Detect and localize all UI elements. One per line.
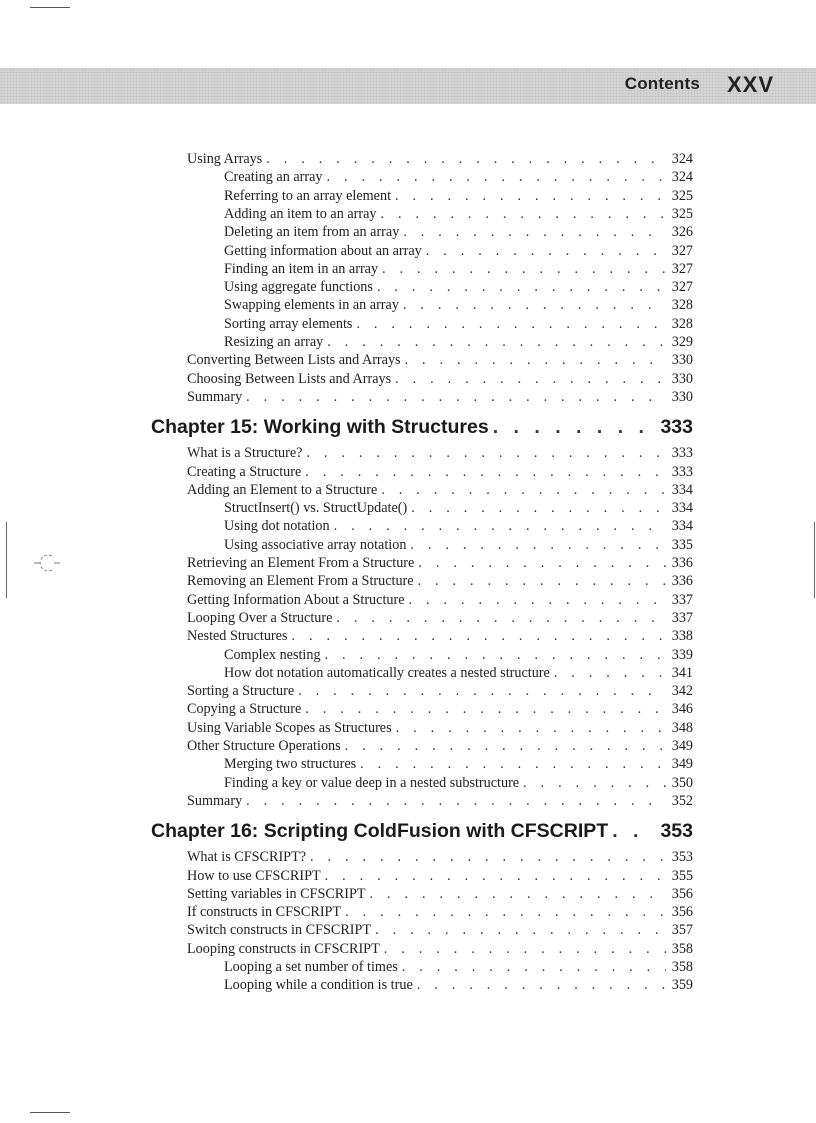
dot-leader — [402, 958, 666, 976]
toc-entry-page: 341 — [671, 664, 693, 681]
toc-entry-label: Adding an item to an array — [224, 205, 377, 222]
dot-leader — [426, 242, 666, 260]
toc-entry[interactable] — [224, 260, 693, 278]
toc-entry[interactable] — [187, 719, 693, 737]
dot-leader — [405, 351, 666, 369]
dot-leader — [325, 646, 666, 664]
toc-entry-label: Chapter 15: Working with Structures — [151, 416, 489, 439]
dot-leader — [334, 517, 666, 535]
toc-entry-label: Getting information about an array — [224, 242, 422, 259]
toc-entry-page: 353 — [671, 849, 693, 866]
dot-leader — [384, 940, 666, 958]
toc-entry-page: 326 — [671, 224, 693, 241]
toc-entry-label: What is a Structure? — [187, 445, 303, 462]
toc-entry-page: 328 — [671, 315, 693, 332]
toc-entry[interactable] — [224, 646, 693, 664]
dot-leader — [396, 719, 666, 737]
toc-entry[interactable] — [187, 737, 693, 755]
header-page-number: XXV — [726, 72, 774, 97]
toc-entry[interactable] — [187, 463, 693, 481]
toc-entry-label: Using Arrays — [187, 151, 263, 167]
toc-entry-page: 358 — [671, 940, 693, 957]
toc-entry-page: 324 — [671, 151, 693, 167]
toc-entry-label: Looping while a condition is true — [224, 977, 413, 994]
toc-entry-label: Merging two structures — [224, 756, 357, 773]
dot-leader — [298, 682, 666, 700]
toc-entry-label: Removing an Element From a Structure — [187, 573, 414, 590]
dot-leader — [523, 774, 666, 792]
toc-entry-label: Copying a Structure — [187, 701, 302, 718]
toc-entry-page: 350 — [671, 774, 693, 791]
toc-entry-page: 339 — [671, 646, 693, 663]
toc-chapter-entry[interactable] — [151, 818, 693, 844]
toc-entry[interactable] — [187, 591, 693, 609]
dot-leader — [612, 818, 654, 844]
toc-entry-label: Sorting array elements — [224, 315, 353, 332]
dot-leader — [305, 463, 665, 481]
toc-entry-label: Deleting an item from an array — [224, 224, 400, 241]
toc-entry[interactable] — [224, 168, 693, 186]
toc-entry-label: Looping a set number of times — [224, 959, 398, 975]
dot-leader — [345, 737, 666, 755]
toc-entry-page: 330 — [671, 370, 693, 387]
toc-entry-page: 333 — [660, 416, 693, 439]
running-header — [0, 68, 816, 104]
toc-entry-page: 356 — [671, 885, 693, 902]
toc-entry[interactable] — [224, 242, 693, 260]
toc-entry-label: Resizing an array — [224, 334, 324, 350]
toc-entry-label: Swapping elements in an array — [224, 297, 399, 314]
toc-entry-label: Nested Structures — [187, 628, 288, 645]
toc-entry-page: 334 — [671, 518, 693, 535]
dot-leader — [380, 205, 665, 223]
toc-entry[interactable] — [224, 774, 693, 792]
toc-entry[interactable] — [187, 792, 693, 810]
dot-leader — [382, 260, 666, 278]
toc-entry[interactable] — [187, 885, 693, 903]
toc-entry[interactable] — [187, 609, 693, 627]
dot-leader — [370, 885, 666, 903]
registration-mark-icon — [30, 552, 64, 574]
toc-entry[interactable] — [187, 150, 693, 168]
toc-entry[interactable] — [187, 627, 693, 645]
toc-entry-label: Summary — [187, 792, 243, 809]
toc-entry[interactable] — [224, 187, 693, 205]
toc-entry-page: 327 — [671, 242, 693, 259]
toc-entry[interactable] — [224, 517, 693, 535]
toc-entry-page: 330 — [671, 388, 693, 405]
toc-entry[interactable] — [224, 296, 693, 314]
toc-entry[interactable] — [224, 499, 693, 517]
dot-leader — [246, 792, 666, 810]
toc-entry-label: Getting Information About a Structure — [187, 591, 405, 608]
toc-entry[interactable] — [187, 921, 693, 939]
dot-leader — [381, 481, 665, 499]
toc-entry-page: 333 — [671, 445, 693, 462]
toc-entry-page: 355 — [671, 867, 693, 884]
dot-leader — [403, 296, 666, 314]
dot-leader — [418, 554, 665, 572]
toc-entry-label: StructInsert() vs. StructUpdate() — [224, 500, 408, 517]
toc-entry-page: 356 — [671, 904, 693, 921]
toc-entry-label: Setting variables in CFSCRIPT — [187, 885, 366, 902]
toc-entry-page: 349 — [671, 756, 693, 773]
dot-leader — [411, 499, 666, 517]
toc-entry-page: 337 — [671, 591, 693, 608]
toc-entry[interactable] — [187, 572, 693, 590]
toc-entry[interactable] — [224, 223, 693, 241]
toc-entry-label: Choosing Between Lists and Arrays — [187, 370, 392, 387]
toc-entry[interactable] — [224, 333, 693, 351]
toc-entry[interactable] — [187, 903, 693, 921]
toc-entry[interactable] — [187, 682, 693, 700]
toc-entry[interactable] — [187, 700, 693, 718]
toc-entry-page: 324 — [671, 169, 693, 186]
toc-entry[interactable] — [224, 755, 693, 773]
toc-entry[interactable] — [187, 481, 693, 499]
toc-entry[interactable] — [187, 940, 693, 958]
toc-entry[interactable] — [187, 867, 693, 885]
toc-entry-label: Creating a Structure — [187, 463, 302, 480]
toc-entry-page: 348 — [671, 719, 693, 736]
toc-entry[interactable] — [224, 205, 693, 223]
toc-entry-label: Sorting a Structure — [187, 683, 295, 700]
toc-entry-label: Converting Between Lists and Arrays — [187, 352, 401, 369]
dot-leader — [246, 388, 666, 406]
dot-leader — [336, 609, 665, 627]
toc-entry-label: Finding a key or value deep in a nested substructure — [224, 774, 520, 791]
dot-leader — [403, 223, 665, 241]
toc-entry-page: 336 — [671, 573, 693, 590]
toc-entry-page: 325 — [671, 205, 693, 222]
toc-entry-page: 353 — [660, 820, 693, 843]
dot-leader — [418, 572, 666, 590]
toc-entry[interactable] — [224, 315, 693, 333]
toc-entry[interactable] — [187, 554, 693, 572]
dot-leader — [409, 591, 666, 609]
dot-leader — [395, 370, 666, 388]
toc-entry[interactable] — [224, 278, 693, 296]
dot-leader — [377, 278, 666, 296]
toc-entry-page: 342 — [671, 683, 693, 700]
dot-leader — [417, 976, 666, 994]
dot-leader — [291, 627, 665, 645]
dot-leader — [327, 333, 665, 351]
toc-entry-label: Using associative array notation — [224, 536, 407, 553]
toc-entry-label: Creating an array — [224, 169, 323, 186]
toc-entry[interactable] — [224, 958, 693, 976]
toc-entry-label: How dot notation automatically creates a nested structure — [224, 664, 550, 681]
dot-leader — [554, 664, 666, 682]
toc-entry-label: Using aggregate functions — [224, 279, 373, 296]
toc-entry-label: Summary — [187, 388, 243, 405]
dot-leader — [410, 536, 665, 554]
dot-leader — [395, 187, 666, 205]
dot-leader — [266, 150, 665, 168]
dot-leader — [305, 700, 665, 718]
toc-entry-label: Using Variable Scopes as Structures — [187, 719, 392, 736]
toc-entry-page: 352 — [671, 792, 693, 809]
toc-entry-page: 329 — [671, 334, 693, 350]
dot-leader — [306, 444, 665, 462]
toc-entry-label: What is CFSCRIPT? — [187, 849, 307, 866]
dot-leader — [345, 903, 666, 921]
toc-entry-label: If constructs in CFSCRIPT — [187, 904, 342, 921]
toc-entry-page: 357 — [671, 922, 693, 939]
dot-leader — [326, 168, 665, 186]
toc-entry-page: 346 — [671, 701, 693, 718]
toc-entry-page: 359 — [671, 977, 693, 994]
toc-entry-page: 328 — [671, 297, 693, 314]
dot-leader — [375, 921, 666, 939]
toc-entry-page: 327 — [671, 260, 693, 277]
dot-leader — [356, 315, 665, 333]
toc-entry[interactable] — [224, 976, 693, 994]
toc-entry[interactable] — [187, 370, 693, 388]
toc-chapter-entry[interactable] — [151, 414, 693, 440]
toc-entry[interactable] — [224, 536, 693, 554]
toc-entry-page: 334 — [671, 500, 693, 517]
toc-entry-page: 358 — [671, 959, 693, 975]
toc-entry-page: 338 — [671, 628, 693, 645]
dot-leader — [493, 414, 655, 440]
toc-entry-page: 336 — [671, 555, 693, 571]
toc-entry-page: 333 — [671, 463, 693, 480]
toc-entry-label: How to use CFSCRIPT — [187, 867, 321, 884]
dot-leader — [325, 867, 666, 885]
crop-mark-top — [30, 7, 70, 8]
toc-entry-label: Looping constructs in CFSCRIPT — [187, 940, 380, 957]
margin-rule-right — [814, 522, 815, 598]
toc-entry-page: 334 — [671, 481, 693, 498]
toc-entry[interactable] — [187, 848, 693, 866]
toc-entry-label: Retrieving an Element From a Structure — [187, 555, 415, 571]
toc-entry-label: Adding an Element to a Structure — [187, 481, 378, 498]
toc-entry[interactable] — [187, 388, 693, 406]
toc-entry-label: Referring to an array element — [224, 187, 392, 204]
crop-mark-bottom — [30, 1112, 70, 1113]
toc-entry-label: Finding an item in an array — [224, 260, 379, 277]
dot-leader — [310, 848, 666, 866]
toc-entry[interactable] — [187, 444, 693, 462]
toc-entry[interactable] — [187, 351, 693, 369]
toc-entry-label: Chapter 16: Scripting ColdFusion with CFSCRIPT — [151, 820, 609, 843]
toc-entry-label: Switch constructs in CFSCRIPT — [187, 922, 372, 939]
toc-entry-page: 337 — [671, 609, 693, 626]
toc-entry-page: 330 — [671, 352, 693, 369]
toc-entry-label: Looping Over a Structure — [187, 609, 333, 626]
toc-entry-page: 325 — [671, 187, 693, 204]
margin-rule-left — [6, 522, 7, 598]
toc-entry-page: 327 — [671, 279, 693, 296]
toc-entry-page: 349 — [671, 738, 693, 754]
toc-entry-label: Complex nesting — [224, 646, 321, 663]
dot-leader — [360, 755, 666, 773]
header-title: Contents — [624, 74, 700, 93]
toc-entry-label: Other Structure Operations — [187, 738, 341, 754]
toc-entry-label: Using dot notation — [224, 518, 330, 535]
toc-entry-page: 335 — [671, 536, 693, 553]
toc-entry[interactable] — [224, 664, 693, 682]
